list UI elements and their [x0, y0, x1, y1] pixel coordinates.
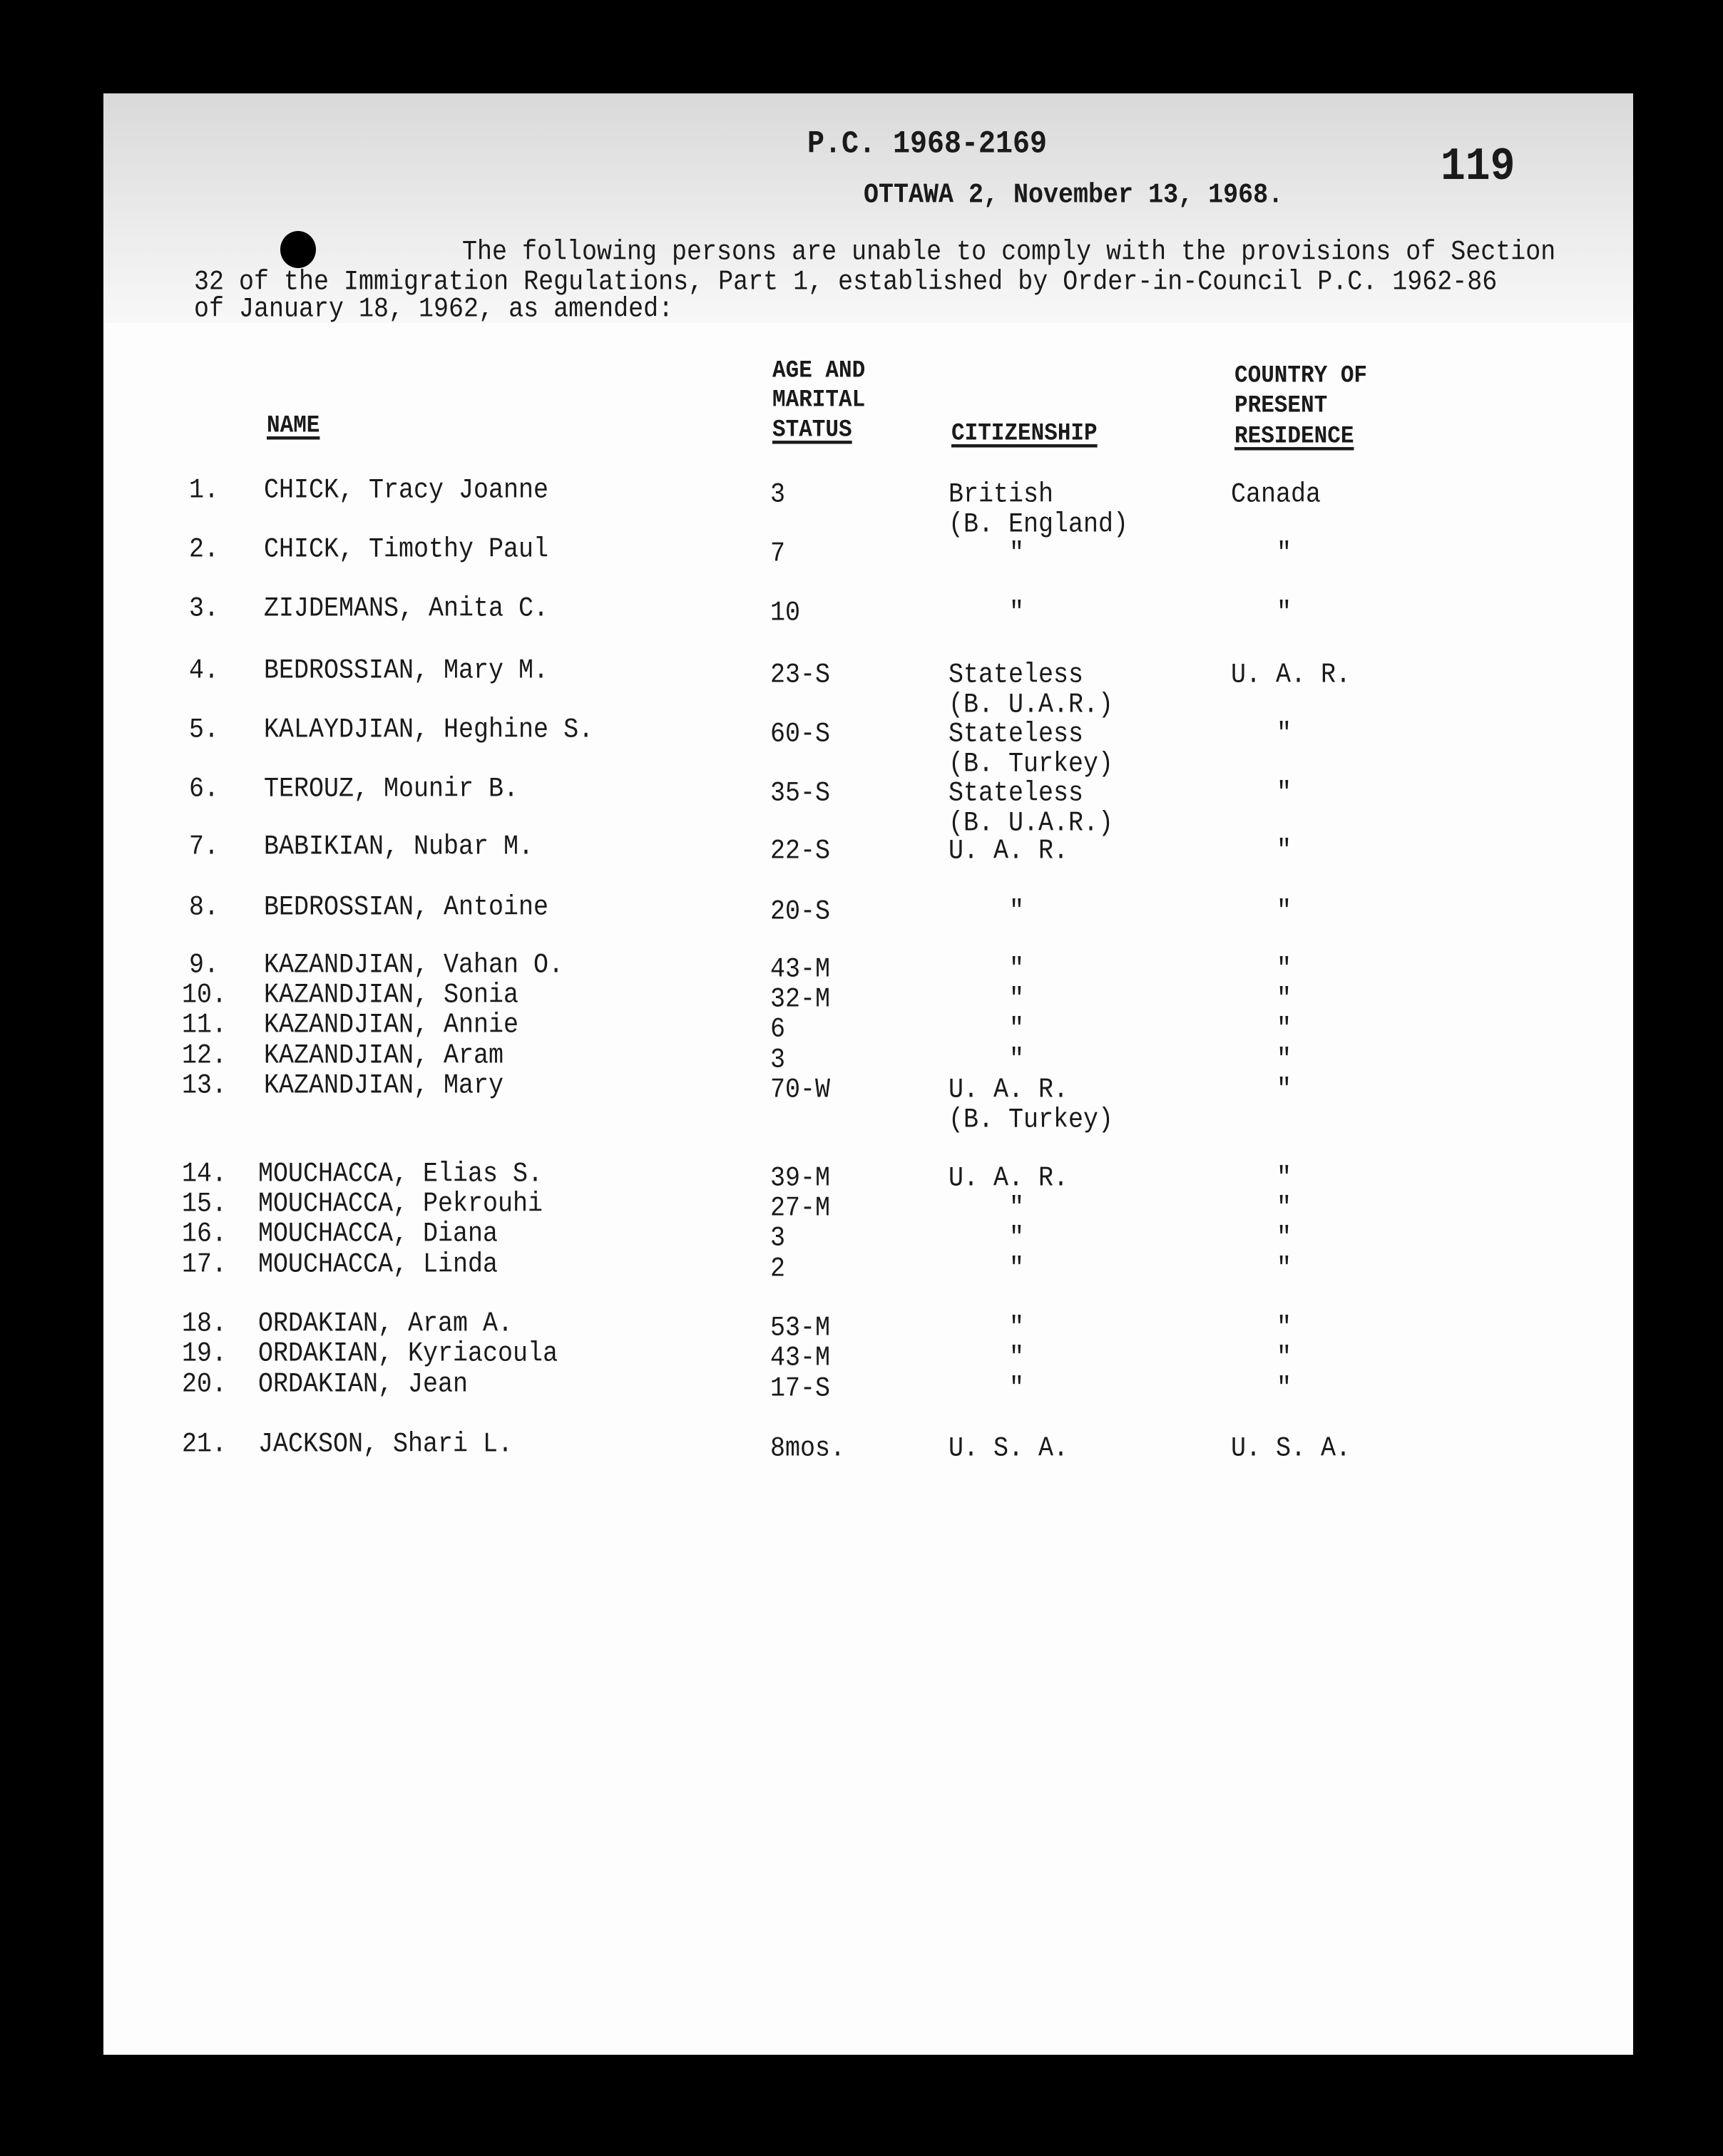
country-of-residence: ": [1277, 1044, 1292, 1076]
row-number: 3.: [189, 592, 220, 625]
citizenship: ": [1009, 983, 1025, 1015]
row-number: 8.: [189, 891, 220, 923]
row-number: 14.: [182, 1158, 227, 1190]
citizenship: ": [1009, 1192, 1025, 1224]
page-number: 119: [1441, 141, 1515, 194]
citizenship: ": [1009, 1342, 1025, 1374]
intro-line-2: 32 of the Immigration Regulations, Part 1, established by Order-in-Council P.C. 1962-86: [194, 266, 1498, 298]
citizenship: Stateless: [949, 777, 1084, 809]
country-of-residence: U. S. A.: [1231, 1432, 1351, 1464]
age-marital-status: 27-M: [770, 1192, 831, 1224]
citizenship: (B. Turkey): [949, 748, 1114, 780]
age-marital-status: 23-S: [770, 659, 831, 691]
punch-hole: [280, 231, 316, 268]
column-header-citizenship: CITIZENSHIP: [951, 419, 1098, 448]
person-name: BEDROSSIAN, Antoine: [264, 891, 549, 923]
row-number: 7.: [189, 831, 220, 863]
person-name: ORDAKIAN, Kyriacoula: [258, 1338, 558, 1370]
age-marital-status: 2: [770, 1253, 786, 1285]
place-date: OTTAWA 2, November 13, 1968.: [864, 179, 1284, 211]
country-of-residence: ": [1277, 1222, 1292, 1254]
citizenship: ": [1009, 1372, 1025, 1405]
column-header-residence-3: RESIDENCE: [1234, 422, 1354, 451]
citizenship: ": [1009, 953, 1025, 985]
row-number: 4.: [189, 654, 220, 687]
row-number: 9.: [189, 949, 220, 981]
age-marital-status: 6: [770, 1013, 786, 1045]
row-number: 18.: [182, 1308, 227, 1340]
row-number: 21.: [182, 1428, 227, 1460]
person-name: MOUCHACCA, Elias S.: [258, 1158, 543, 1190]
person-name: KAZANDJIAN, Annie: [264, 1009, 519, 1041]
person-name: JACKSON, Shari L.: [258, 1428, 513, 1460]
column-header-residence-1: COUNTRY OF: [1234, 361, 1368, 390]
age-marital-status: 43-M: [770, 1342, 831, 1374]
age-marital-status: 22-S: [770, 835, 831, 867]
country-of-residence: ": [1277, 1312, 1292, 1344]
citizenship: ": [1009, 538, 1025, 570]
country-of-residence: ": [1277, 597, 1292, 629]
person-name: MOUCHACCA, Linda: [258, 1248, 499, 1280]
age-marital-status: 70-W: [770, 1074, 831, 1106]
citizenship: British: [949, 478, 1054, 510]
age-marital-status: 53-M: [770, 1312, 831, 1344]
row-number: 13.: [182, 1069, 227, 1102]
citizenship: ": [1009, 597, 1025, 629]
person-name: BABIKIAN, Nubar M.: [264, 831, 534, 863]
country-of-residence: ": [1277, 835, 1292, 867]
person-name: ZIJDEMANS, Anita C.: [264, 592, 549, 625]
country-of-residence: U. A. R.: [1231, 659, 1351, 691]
age-marital-status: 43-M: [770, 953, 831, 985]
country-of-residence: ": [1277, 718, 1292, 750]
person-name: BEDROSSIAN, Mary M.: [264, 654, 549, 687]
citizenship: (B. U.A.R.): [949, 689, 1114, 721]
citizenship: ": [1009, 1222, 1025, 1254]
person-name: KAZANDJIAN, Aram: [264, 1040, 504, 1072]
country-of-residence: ": [1277, 1074, 1292, 1106]
age-marital-status: 39-M: [770, 1162, 831, 1194]
citizenship: U. A. R.: [949, 1074, 1069, 1106]
column-header-age-2: MARITAL: [772, 386, 866, 414]
order-number: P.C. 1968-2169: [807, 126, 1048, 163]
country-of-residence: ": [1277, 538, 1292, 570]
row-number: 20.: [182, 1368, 227, 1400]
person-name: ORDAKIAN, Aram A.: [258, 1308, 513, 1340]
citizenship: (B. England): [949, 508, 1129, 540]
row-number: 10.: [182, 979, 227, 1011]
age-marital-status: 32-M: [770, 983, 831, 1015]
column-header-residence-2: PRESENT: [1234, 391, 1328, 420]
row-number: 1.: [189, 474, 220, 506]
age-marital-status: 60-S: [770, 718, 831, 750]
citizenship: U. A. R.: [949, 835, 1069, 867]
row-number: 17.: [182, 1248, 227, 1280]
age-marital-status: 3: [770, 1044, 786, 1076]
citizenship: Stateless: [949, 659, 1084, 691]
person-name: MOUCHACCA, Pekrouhi: [258, 1188, 543, 1220]
person-name: CHICK, Timothy Paul: [264, 533, 549, 565]
row-number: 2.: [189, 533, 220, 565]
country-of-residence: ": [1277, 895, 1292, 928]
country-of-residence: ": [1277, 777, 1292, 809]
country-of-residence: ": [1277, 983, 1292, 1015]
row-number: 16.: [182, 1218, 227, 1250]
citizenship: ": [1009, 895, 1025, 928]
country-of-residence: ": [1277, 953, 1292, 985]
citizenship: ": [1009, 1253, 1025, 1285]
country-of-residence: ": [1277, 1162, 1292, 1194]
age-marital-status: 7: [770, 538, 786, 570]
country-of-residence: ": [1277, 1342, 1292, 1374]
row-number: 19.: [182, 1338, 227, 1370]
citizenship: ": [1009, 1312, 1025, 1344]
citizenship: ": [1009, 1013, 1025, 1045]
age-marital-status: 10: [770, 597, 801, 629]
country-of-residence: Canada: [1231, 478, 1321, 510]
column-header-age-3: STATUS: [772, 416, 852, 444]
country-of-residence: ": [1277, 1253, 1292, 1285]
person-name: CHICK, Tracy Joanne: [264, 474, 549, 506]
row-number: 6.: [189, 773, 220, 805]
column-header-name: NAME: [267, 411, 320, 440]
person-name: KAZANDJIAN, Sonia: [264, 979, 519, 1011]
citizenship: (B. U.A.R.): [949, 807, 1114, 839]
age-marital-status: 3: [770, 478, 786, 510]
age-marital-status: 20-S: [770, 895, 831, 928]
person-name: MOUCHACCA, Diana: [258, 1218, 499, 1250]
person-name: KAZANDJIAN, Mary: [264, 1069, 504, 1102]
person-name: TEROUZ, Mounir B.: [264, 773, 519, 805]
row-number: 11.: [182, 1009, 227, 1041]
age-marital-status: 8mos.: [770, 1432, 846, 1464]
citizenship: ": [1009, 1044, 1025, 1076]
citizenship: Stateless: [949, 718, 1084, 750]
person-name: ORDAKIAN, Jean: [258, 1368, 469, 1400]
person-name: KALAYDJIAN, Heghine S.: [264, 714, 594, 746]
country-of-residence: ": [1277, 1372, 1292, 1405]
age-marital-status: 3: [770, 1222, 786, 1254]
intro-line-1: The following persons are unable to comply with the provisions of Section: [462, 236, 1556, 268]
intro-line-3: of January 18, 1962, as amended:: [194, 293, 674, 325]
age-marital-status: 17-S: [770, 1372, 831, 1405]
age-marital-status: 35-S: [770, 777, 831, 809]
person-name: KAZANDJIAN, Vahan O.: [264, 949, 564, 981]
row-number: 15.: [182, 1188, 227, 1220]
citizenship: U. A. R.: [949, 1162, 1069, 1194]
citizenship: U. S. A.: [949, 1432, 1069, 1464]
citizenship: (B. Turkey): [949, 1104, 1114, 1136]
country-of-residence: ": [1277, 1013, 1292, 1045]
country-of-residence: ": [1277, 1192, 1292, 1224]
column-header-age-1: AGE AND: [772, 356, 866, 385]
row-number: 12.: [182, 1040, 227, 1072]
row-number: 5.: [189, 714, 220, 746]
